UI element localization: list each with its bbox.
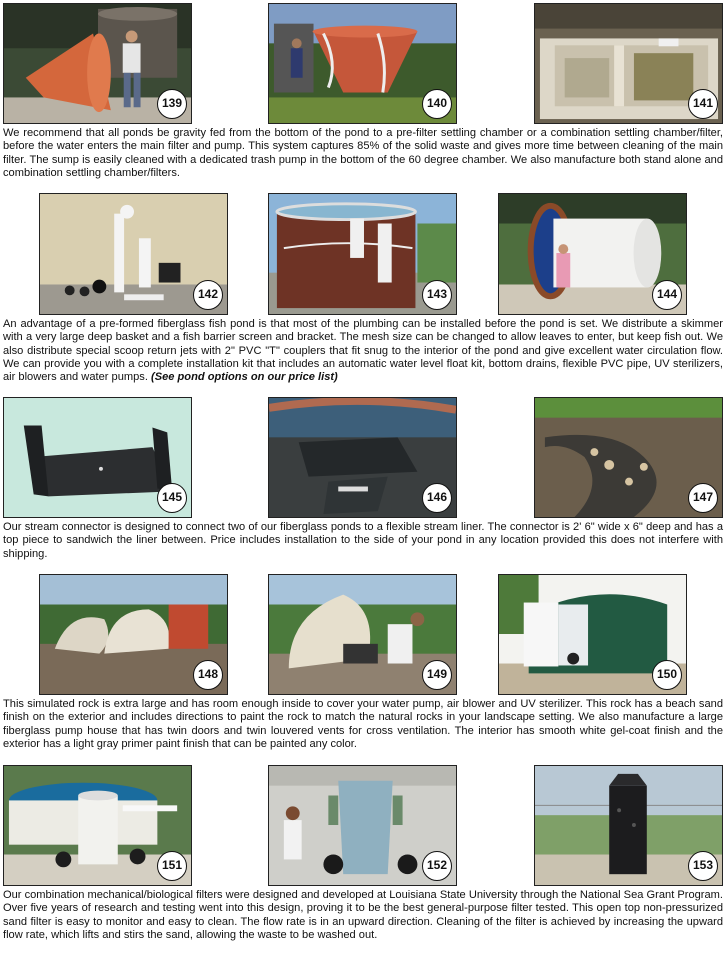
photo-number-badge: 147 — [688, 483, 718, 513]
tall-filter-photo — [534, 765, 723, 886]
caption-pond-plumbing-text: An advantage of a pre-formed fiberglass fish pond is that most of the plumbing can be installed before the pond is set. We distribute a skimmer with a very large deep basket and a fish barrier screen and bracket. The mesh size can be changed to allow leaves to enter, but keep fish out. We also distribute special scoop return jets with 2" PVC "T" couplers that fit snug to the interior of the pond and give excellent water circulation flow. We can provide you with a complete installation kit that includes an automatic water level float kit, bottom drains, flexible PVC pipe, UV sterilizers, air blowers and water pumps. — [3, 318, 723, 384]
fiberglass-cone-chamber-photo — [3, 3, 192, 124]
settling-chamber-photo — [534, 3, 723, 124]
photo-number-badge: 150 — [652, 660, 682, 690]
photo-number-badge: 141 — [688, 89, 718, 119]
pump-house-photo — [498, 574, 687, 695]
connector-installed-photo — [268, 397, 457, 518]
stream-liner-photo — [534, 397, 723, 518]
photo-number-badge: 149 — [422, 660, 452, 690]
filter-with-person-photo — [268, 765, 457, 886]
photo-number-badge: 143 — [422, 280, 452, 310]
caption-rock-pump-house: This simulated rock is extra large and has room enough inside to cover your water pump, air blower and UV sterilizer. This rock has a beach sand finish on the exterior and includes directions to paint the rock to match the natural rocks in your landscape setting. We also manufacture a large fiberglass pump house that has twin doors and twin louvered vents for cross ventilation. The interior has smooth white gel-coat finish and the exterior has a light gray primer paint finish that can be painted any color. — [3, 698, 723, 750]
rock-cover-open-photo — [268, 574, 457, 695]
pond-on-side-photo — [498, 193, 687, 315]
truck-mounted-cone-photo — [268, 3, 457, 124]
photo-number-badge: 140 — [422, 89, 452, 119]
combination-filter-photo — [3, 765, 192, 886]
stream-connector-photo — [3, 397, 192, 518]
round-pond-tank-photo — [268, 193, 457, 315]
photo-number-badge: 151 — [157, 851, 187, 881]
simulated-rock-photo — [39, 574, 228, 695]
caption-pond-plumbing — [3, 318, 723, 384]
photo-number-badge: 146 — [422, 483, 452, 513]
photo-number-badge: 144 — [652, 280, 682, 310]
photo-number-badge: 153 — [688, 851, 718, 881]
photo-number-badge: 139 — [157, 89, 187, 119]
price-list-note: (See pond options on our price list) — [151, 371, 338, 384]
photo-number-badge: 142 — [193, 280, 223, 310]
caption-combination-filter: Our combination mechanical/biological filters were designed and developed at Louisiana State University through the National Sea Grant Program. Over five years of research and testing went into this design, proving it to be the best general-purpose filter tested. This open top non-pressurized sand filter is easy to monitor and easy to clean. The flow rate is in an upward direction. Cleaning of the filter is achieved by increasing the upward flow rate, which lifts and stirs the sand, allowing the waste to be washed out. — [3, 889, 723, 941]
skimmer-parts-photo — [39, 193, 228, 315]
caption-settling-chamber: We recommend that all ponds be gravity fed from the bottom of the pond to a pre-filter settling chamber or a combination settling chamber/filter, before the water enters the main filter and pump. This system captures 85% of the solid waste and gives more time between cleaning of the main filter. The sump is easily cleaned with a dedicated trash pump in the bottom of the 60 degree chamber. We also manufacture both stand alone and combination settling chamber/filters. — [3, 127, 723, 179]
photo-number-badge: 148 — [193, 660, 223, 690]
caption-stream-connector: Our stream connector is designed to connect two of our fiberglass ponds to a flexible stream liner. The connector is 2' 6" wide x 6" deep and has a top piece to sandwich the liner between. Price includes installation to the side of your pond in any location provided this does not interfere with shipping. — [3, 521, 723, 560]
photo-number-badge: 145 — [157, 483, 187, 513]
photo-number-badge: 152 — [422, 851, 452, 881]
